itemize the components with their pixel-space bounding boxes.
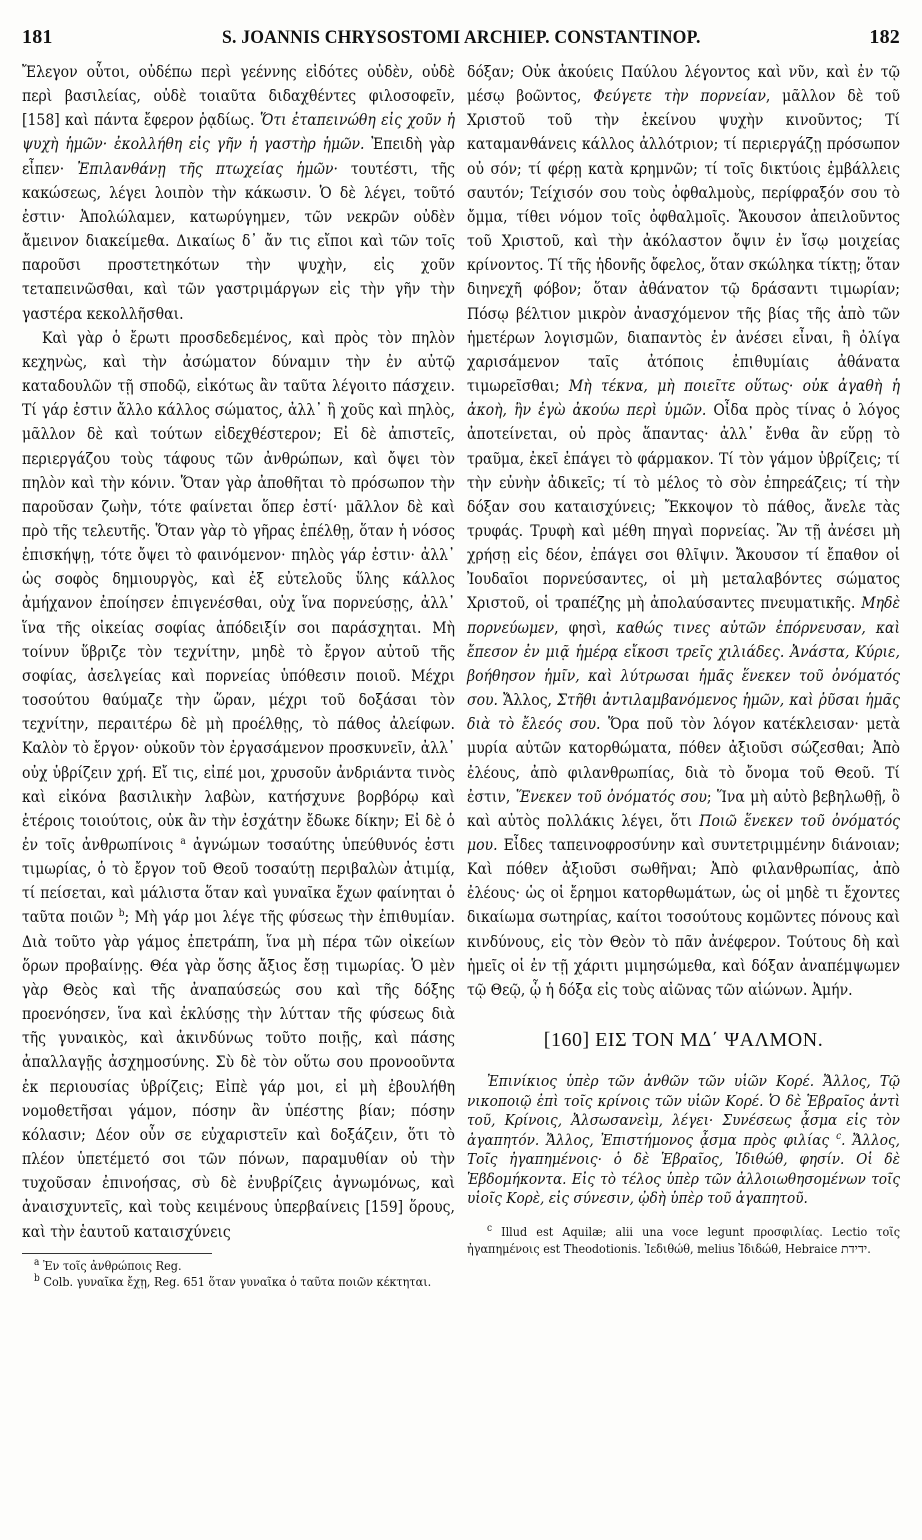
- right-paragraph-1: δόξαν; Οὐκ ἀκούεις Παύλου λέγοντος καὶ νῦν, καὶ ἐν τῷ μέσῳ βοῶντος, Φεύγετε τὴν πορνείαν, μᾶλλον δὲ τοῦ Χριστοῦ τοῦ τὴν ἐκείνου ψυχὴν κινοῦντος; Τί καταμανθάνεις κάλλος ἀλλότριον; τί περιεργάζῃ πρόσωπον οὐ σόν; τί φέρῃ κατὰ κρημνῶν; τί τοῖς δικτύοις ἐμβάλλεις σαυτόν; Τείχισόν σου τοὺς ὀφθαλμοὺς, περίφραξόν σου τὸ ὄμμα, τίθει νόμον τοῖς ὀφθαλμοῖς. Ἄκουσον ἀπειλοῦντος τοῦ Χριστοῦ, καὶ τὴν ἀκόλαστον ὄψιν ἐν ἴσῳ μοιχείας κρίνοντος. Τί τῆς ἡδονῆς ὄφελος, ὅταν σκώληκα τίκτῃ; ὅταν διηνεχῆ φόβον; ὅταν ἀθάνατον τῷ δράσαντι τιμωρίαν; Πόσῳ βέλτιον μικρὸν ἀνασχόμενον τῆς βίας τῆς ἀπὸ τῶν ἡμετέρων λογισμῶν, διαπαντὸς ἐν ἀνέσει εἶναι, ἢ ὀλίγα χαρισάμενον ταῖς ἀτόποις ἐπιθυμίαις ἀθάνατα τιμωρεῖσθαι; Μὴ τέκνα, μὴ ποιεῖτε οὕτως· οὐκ ἀγαθὴ ἡ ἀκοὴ, ἣν ἐγὼ ἀκούω περὶ ὑμῶν. Οἶδα πρὸς τίνας ὁ λόγος ἀποτείνεται, οὐ πρὸς ἅπαντας· ἀλλ᾽ ἔνθα ἂν εὕρῃ τὸ τραῦμα, ἐκεῖ ἐπάγει τὸ φάρμακον. Τί τὸν γάμον ὑβρίζεις; τί τὴν εὐνὴν ἀδικεῖς; τί τὸ μέλος τὸ σὸν ἐπηρεάζεις; τί τὴν δόξαν σου καταισχύνεις; Ἔκκοψον τὸ πάθος, ἄνελε τὰς τρυφάς. Τρυφὴ καὶ μέθη πηγαὶ πορνείας. Ἂν τῇ ἀνέσει μὴ χρήσῃ εἰς δέον, ἐπάγει σοι θλῖψιν. Ἄκουσον τί ἔπαθον οἱ Ἰουδαῖοι πορνεύσαντες, οἱ μὴ μεταλαβόντες σώματος Χριστοῦ, οἱ τραπέζης μὴ ἀπολαύσαντες πνευματικῆς. Μηδὲ πορνεύωμεν, φησὶ, καθώς τινες αὐτῶν ἐπόρνευσαν, καὶ ἔπεσον ἐν μιᾷ ἡμέρᾳ εἴκοσι τρεῖς χιλιάδες. Ἀνάστα, Κύριε, βοήθησον ἡμῖν, καὶ λύτρωσαι ἡμᾶς ἕνεκεν τοῦ ὀνόματός σου. Ἄλλος, Στῆθι ἀντιλαμβανόμενος ἡμῶν, καὶ ῥῦσαι ἡμᾶς διὰ τὸ ἔλεός σου. Ὅρα ποῦ τὸν λόγον κατέκλεισαν· μετὰ μυρία αὐτῶν κατορθώματα, πόθεν ἀξιοῦσι σώζεσθαι; Ἀπὸ ἐλέους, ἀπὸ φιλανθρωπίας, διὰ τὸ ὄνομα τοῦ Θεοῦ. Τί ἐστιν, Ἕνεκεν τοῦ ὀνόματός σου; Ἵνα μὴ αὐτὸ βεβηλωθῇ, ὃ καὶ αὐτὸς πολλάκις λέγει, ὅτι Ποιῶ ἕνεκεν τοῦ ὀνόματός μου. Εἶδες ταπεινοφροσύνην καὶ συντετριμμένην διάνοιαν; Καὶ πόθεν ἀξιοῦσι σωθῆναι; Ἀπὸ φιλανθρωπίας, ἀπὸ ἐλέους· ὡς οἱ ἔρημοι κατορθωμάτων, ὡς οἱ μηδὲ τι ἔχοντες δικαίωμα σωτηρίας, καίτοι τοσούτους κομῶντες πόνους καὶ κινδύνους, εἰς τὸν Θεὸν τὸ πᾶν ἀνέφερον. Τούτους δὴ καὶ ἡμεῖς οἱ ἐν τῇ χάριτι μιμησώμεθα, καὶ δόξαν ἀναπέμψωμεν τῷ Θεῷ, ᾧ ἡ δόξα εἰς τοὺς αἰῶνας τῶν αἰώνων. Ἀμήν.: [467, 63, 900, 999]
- psalm-quote: Ὅτι ἐταπεινώθη εἰς χοῦν ἡ ψυχὴ ἡμῶν· ἐκολλήθη εἰς γῆν ἡ γαστὴρ ἡμῶν.: [22, 111, 456, 154]
- scripture-quote: Φεύγετε τὴν πορνείαν: [593, 87, 766, 106]
- footnote-a: $^a$ Ἐν τοῖς ἀνθρώποις Reg.: [34, 1256, 182, 1273]
- section-title: [160] ΕΙΣ ΤΟΝ ΜΔ΄ ΨΑΛΜΟΝ.: [543, 1029, 824, 1052]
- scripture-quote: Ἕνεκεν τοῦ ὀνόματός σου: [515, 787, 707, 806]
- left-paragraph-2: Καὶ γὰρ ὁ ἔρωτι προσδεδεμένος, καὶ πρὸς τὸν πηλὸν κεχηνὼς, καὶ τὴν ἀσώματον δύναμιν τὴν ἐν αὐτῷ καταδουλῶν τῇ σποδῷ, εἰκότως ἂν ταῦτα λέγοιτο πάσχειν. Τί γάρ ἐστιν ἄλλο κάλλος σώματος, ἀλλ᾽ ἢ χοῦς καὶ πηλὸς, μᾶλλον δὲ καὶ τούτων εἰδεχθέστερον; Εἰ δὲ ἀπιστεῖς, περιεργάζου τοὺς τάφους τῶν ἀνθρώπων, καὶ ὄψει τὸν πηλὸν καὶ τὴν κόνιν. Ὅταν γὰρ ἀποθῆται τὸ πρόσωπον τὴν παροῦσαν ζωὴν, τότε φαίνεται ὅπερ ἐστί· μᾶλλον δὲ καὶ πρὸ τῆς τελευτῆς. Ὅταν γὰρ τὸ γῆρας ἐπέλθῃ, ὅταν ἡ νόσος ἐπισκήψῃ, τότε ὄψει τὸ φαινόμενον· πηλὸς γάρ ἐστιν· ἀλλ᾽ ὡς σοφὸς δημιουργὸς, καὶ ἐξ εὐτελοῦς ὕλης κάλλος ἀμήχανον ἐποίησεν ἐπιγενέσθαι, οὐχ ἵνα πορνεύσῃς, ἀλλ᾽ ἵνα τῆς οἰκείας σοφίας ἀπόδειξίν σοι παράσχηται. Μὴ τοίνυν ὕβριζε τὸν τεχνίτην, μηδὲ τὸ ἔργον αὐτοῦ τῆς σοφίας, ἀσελγείας καὶ πορνείας ὑπόθεσιν ποιοῦ. Μέχρι τοσούτου θαύμαζε τὴν ὥραν, μέχρι τοῦ δοξάσαι τὸν τεχνίτην, περαιτέρω δὲ μὴ προέλθῃς, τὸ πάθος ἀλείφων. Καλὸν τὸ ἔργον· οὐκοῦν τὸν ἐργασάμενον προσκυνεῖν, ἀλλ᾽ οὐχ ὑβρίζειν χρή. Εἴ τις, εἰπέ μοι, χρυσοῦν ἀνδριάντα τινὸς καὶ εἰκόνα βασιλικὴν λαβὼν, κατήσχυνε βορβόρῳ καὶ ἑτέροις τοιούτοις, οὐκ ἂν τὴν ἐσχάτην ἔδωκε δίκην; Εἰ δὲ ὁ ἐν τοῖς ἀνθρωπίνοις $^a$ ἀγνώμων τοσαύτης ὑπεύθυνός ἐστι τιμωρίας, ὁ τὸ ἔργον τοῦ Θεοῦ τοσαύτῃ περιβαλὼν ἀτιμίᾳ, τί πείσεται, καὶ μάλιστα ὅταν καὶ γυναῖκα ἔχων φαίνηται ὁ ταῦτα ποιῶν $^b$; Μὴ γάρ μοι λέγε τῆς φύσεως τὴν ἐπιθυμίαν. Διὰ τοῦτο γὰρ γάμος ἐπετράπη, ἵνα μὴ πέρα τῶν οἰκείων ὅρων προβαίνῃς. Θέα γὰρ ὅσης ἄξιος ἔσῃ τιμωρίας. Ὁ μὲν γὰρ Θεὸς καὶ τῆς ἀναπαύσεώς σου καὶ τῆς δόξης προενόησεν, ἵνα καὶ ἐκλύσῃς τὴν λύτταν τῆς φύσεως διὰ τῆς γυναικὸς, καὶ ἀκινδύνως τοῦτο ποιῇς, καὶ πάσης ἀπαλλαγῇς ἀσχημοσύνης. Σὺ δὲ τὸν οὕτω σου προνοοῦντα ἐκ περιουσίας ὑβρίζεις; Εἰπὲ γάρ μοι, εἰ μὴ ἐβουλήθη νομοθετῆσαι γάμον, πόσην ἂν ὑπέστης βίαν; πόσην κόλασιν; Δέον οὖν σε εὐχαριστεῖν καὶ δοξάζειν, ὅτι τὸ πλέον ὑπετέμετό σοι τῶν πόνων, παραμυθίαν οὐ τὴν τυχοῦσαν ἐπινοήσας, σὺ δὲ ἐνυβρίζεις ἀγνωμόνως, καὶ ἀναισχυντεῖς, καὶ τοὺς κειμένους ὑπερβαίνεις [159] ὅρους, καὶ τὴν ἑαυτοῦ καταισχύνεις: [22, 328, 455, 1241]
- running-head: [22, 26, 900, 60]
- scripture-quote: Μηδὲ πορνεύωμεν: [467, 594, 900, 637]
- psalm-quote: Ἐπιλανθάνῃ τῆς πτωχείας ἡμῶν·: [77, 159, 338, 178]
- page-ref-158: [158]: [22, 111, 60, 130]
- scripture-quote: Ποιῶ ἕνεκεν τοῦ ὀνόματός μου.: [467, 811, 900, 854]
- footnote-rule: [22, 1253, 212, 1254]
- scripture-quote: Στῆθι ἀντιλαμβανόμενος ἡμῶν, καὶ ῥῦσαι ἡμᾶς διὰ τὸ ἔλεός σου.: [467, 691, 900, 734]
- page-number-right: 182: [869, 26, 900, 48]
- page-ref-159: [159]: [365, 1198, 404, 1217]
- footnote-mark-b: b: [118, 908, 125, 920]
- psalm-lemma: Ἐπινίκιος ὑπὲρ τῶν ἀνθῶν τῶν υἱῶν Κορέ. Ἄλλος, Τῷ νικοποιῷ ἐπὶ τοῖς κρίνοις τῶν υἱῶν Κορέ. Ὁ δὲ Ἑβραῖος ἀντὶ τοῦ, Κρίνοις, Ἀλσωσανεὶμ, λέγει· Συνέσεως ᾆσμα εἰς τὸν ἀγαπητόν. Ἄλλος, Ἐπιστήμονος ᾆσμα πρὸς φιλίας $^c$. Ἄλλος, Τοῖς ἠγαπημένοις· ὁ δὲ Ἑβραῖος, Ἰδιθώθ, φησίν. Οἱ δὲ Ἑβδομήκοντα. Εἰς τὸ τέλος ὑπὲρ τῶν ἀλλοιωθησομένων τοῖς υἱοῖς Κορὲ, εἰς σύνεσιν, ᾠδὴ ὑπὲρ τοῦ ἀγαπητοῦ.: [467, 1072, 900, 1208]
- left-column: [22, 60, 455, 1290]
- page-number-left: 181: [22, 26, 53, 48]
- right-column: [467, 60, 900, 1290]
- left-paragraph-1: Ἔλεγον οὗτοι, οὐδέπω περὶ γεέννης εἰδότες οὐδὲν, οὐδὲ περὶ βασιλείας, οὐδὲ τοιαῦτα διδαχθέντες φιλοσοφεῖν, [158] καὶ πάντα ἔφερον ῥᾳδίως. Ὅτι ἐταπεινώθη εἰς χοῦν ἡ ψυχὴ ἡμῶν· ἐκολλήθη εἰς γῆν ἡ γαστὴρ ἡμῶν. Ἐπειδὴ γὰρ εἶπεν· Ἐπιλανθάνῃ τῆς πτωχείας ἡμῶν· τουτέστι, τῆς κακώσεως, λέγει λοιπὸν τὴν κάκωσιν. Ὁ δὲ λέγει, τοῦτό ἐστιν· Ἀπολώλαμεν, κατωρύγημεν, τῶν νεκρῶν οὐδὲν ἄμεινον διακείμεθα. Δικαίως δ᾽ ἄν τις εἴποι καὶ τῶν τοῖς παροῦσι προστετηκότων τὴν ψυχὴν, εἰς χοῦν τεταπεινῶσθαι, καὶ τῶν γαστριμάργων εἰς τὴν γῆν τὴν γαστέρα κεκολλῆσθαι.: [22, 63, 456, 323]
- footnote-mark-c: c: [836, 1130, 842, 1142]
- running-title: S. JOANNIS CHRYSOSTOMI ARCHIEP. CONSTANTINOP.: [221, 27, 701, 48]
- footnote-b: $^b$ Colb. γυναῖκα ἔχῃ, Reg. 651 ὅταν γυναῖκα ὁ ταῦτα ποιῶν κέκτηται.: [34, 1272, 432, 1289]
- footnote-c: $^c$ Illud est Aquilæ; alii una voce legunt προσφιλίας. Lectio τοῖς ἠγαπημένοις est Theodotionis. Ἰεδιθώθ, melius Ἰδιδώθ, Hebraice ידידת.: [467, 1222, 900, 1256]
- footnote-mark-a: a: [180, 835, 186, 847]
- scripture-quote: καθώς τινες αὐτῶν ἐπόρνευσαν, καὶ ἔπεσον ἐν μιᾷ ἡμέρᾳ εἴκοσι τρεῖς χιλιάδες. Ἀνάστα, Κύριε, βοήθησον ἡμῖν, καὶ λύτρωσαι ἡμᾶς ἕνεκεν τοῦ ὀνόματός σου.: [467, 618, 900, 710]
- text-columns: [22, 60, 900, 1290]
- scripture-quote: Μὴ τέκνα, μὴ ποιεῖτε οὕτως· οὐκ ἀγαθὴ ἡ ἀκοὴ, ἣν ἐγὼ ἀκούω περὶ ὑμῶν.: [467, 377, 900, 420]
